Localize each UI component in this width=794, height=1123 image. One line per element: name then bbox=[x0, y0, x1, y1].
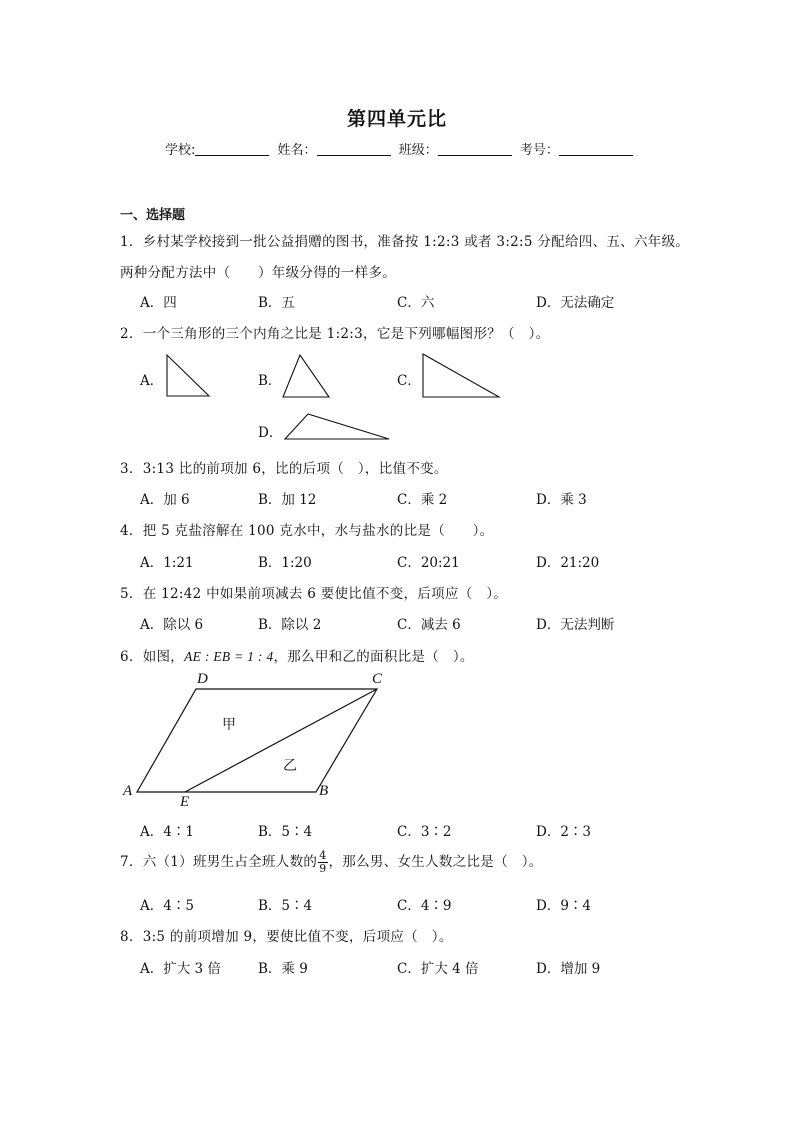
q3-text: 3．3:13 比的前项加 6，比的后项（ ），比值不变。 bbox=[120, 461, 448, 477]
vertex-label-a: A bbox=[123, 783, 133, 799]
fraction-numerator: 4 bbox=[319, 849, 327, 862]
q3-option-c[interactable]: C．乘 2 bbox=[397, 492, 448, 508]
q7-option-d[interactable]: D．9∶4 bbox=[536, 898, 592, 914]
section-heading: 一、选择题 bbox=[120, 208, 186, 223]
q7-fraction bbox=[318, 850, 327, 875]
q4-option-a[interactable]: A．1:21 bbox=[140, 555, 194, 571]
q7-option-b[interactable]: B．5∶4 bbox=[258, 898, 313, 914]
q6-option-b[interactable]: B．5∶4 bbox=[258, 824, 313, 840]
page-title: 第四单元比 bbox=[346, 108, 447, 130]
q1-option-b[interactable]: B．五 bbox=[258, 295, 295, 311]
q5-option-d[interactable]: D．无法判断 bbox=[536, 617, 615, 633]
q7-option-a[interactable]: A．4∶5 bbox=[140, 898, 194, 914]
q2-text: 2．一个三角形的三个内角之比是 1:2:3，它是下列哪幅图形？（ ）。 bbox=[120, 326, 550, 342]
region-label-yi: 乙 bbox=[283, 758, 297, 774]
q1-line2: 两种分配方法中（ ）年级分得的一样多。 bbox=[120, 265, 396, 281]
q5-option-c[interactable]: C．减去 6 bbox=[397, 617, 461, 633]
q6-option-a[interactable]: A．4∶1 bbox=[140, 824, 194, 840]
q1-option-d[interactable]: D．无法确定 bbox=[536, 295, 615, 311]
vertex-label-b: B bbox=[319, 783, 329, 799]
q6-suffix: ，那么甲和乙的面积比是（ ）。 bbox=[273, 649, 474, 665]
q6-option-c[interactable]: C．3∶2 bbox=[397, 824, 452, 840]
q2-option-b[interactable]: B． bbox=[258, 373, 282, 389]
q7-option-c[interactable]: C．4∶9 bbox=[397, 898, 452, 914]
q4-text: 4．把 5 克盐溶解在 100 克水中，水与盐水的比是（ ）。 bbox=[120, 523, 494, 539]
q1-line1: 1．乡村某学校接到一批公益捐赠的图书，准备按 1:2:3 或者 3:2:5 分配给四、五、六年级。 bbox=[120, 234, 690, 250]
q4-option-b[interactable]: B．1:20 bbox=[258, 555, 312, 571]
q5-option-b[interactable]: B．除以 2 bbox=[258, 617, 322, 633]
q8-option-a[interactable]: A．扩大 3 倍 bbox=[140, 961, 221, 977]
q3-option-a[interactable]: A．加 6 bbox=[140, 492, 190, 508]
vertex-label-e: E bbox=[180, 794, 190, 810]
q5-text: 5．在 12:42 中如果前项减去 6 要使比值不变，后项应（ ）。 bbox=[120, 586, 508, 602]
q4-option-c[interactable]: C．20:21 bbox=[397, 555, 460, 571]
q5-option-a[interactable]: A．除以 6 bbox=[140, 617, 204, 633]
q1-option-a[interactable]: A．四 bbox=[140, 295, 177, 311]
q3-option-d[interactable]: D．乘 3 bbox=[536, 492, 587, 508]
q2-option-d[interactable]: D． bbox=[258, 425, 283, 441]
q3-option-b[interactable]: B．加 12 bbox=[258, 492, 317, 508]
q6-prefix: 6．如图， bbox=[120, 649, 185, 665]
q4-option-d[interactable]: D．21:20 bbox=[536, 555, 600, 571]
q6-formula: AE : EB = 1 : 4 bbox=[184, 649, 274, 664]
q7-prefix: 7．六（1）班男生占全班人数的 bbox=[120, 854, 318, 870]
class-label: 班级： bbox=[398, 143, 438, 158]
q1-option-c[interactable]: C．六 bbox=[397, 295, 435, 311]
q8-option-d[interactable]: D．增加 9 bbox=[536, 961, 601, 977]
q2-option-a[interactable]: A． bbox=[140, 373, 164, 389]
q8-option-b[interactable]: B．乘 9 bbox=[258, 961, 308, 977]
q7-suffix: ，那么男、女生人数之比是（ ）。 bbox=[328, 854, 543, 870]
vertex-label-c: C bbox=[372, 671, 383, 687]
name-label: 姓名： bbox=[277, 143, 317, 158]
q8-option-c[interactable]: C．扩大 4 倍 bbox=[397, 961, 479, 977]
fraction-denominator: 9 bbox=[319, 862, 327, 875]
q6-option-d[interactable]: D．2∶3 bbox=[536, 824, 592, 840]
vertex-label-d: D bbox=[197, 671, 208, 687]
region-label-jia: 甲 bbox=[222, 717, 236, 733]
q2-option-c[interactable]: C． bbox=[397, 373, 421, 389]
school-label: 学校: bbox=[165, 143, 196, 158]
q7-text bbox=[120, 850, 543, 875]
parallelogram-outline bbox=[137, 689, 377, 792]
segment-ec bbox=[185, 689, 377, 792]
exam-number-label: 考号： bbox=[519, 143, 559, 158]
q8-text: 8．3:5 的前项增加 9，要使比值不变，后项应（ ）。 bbox=[120, 929, 453, 945]
